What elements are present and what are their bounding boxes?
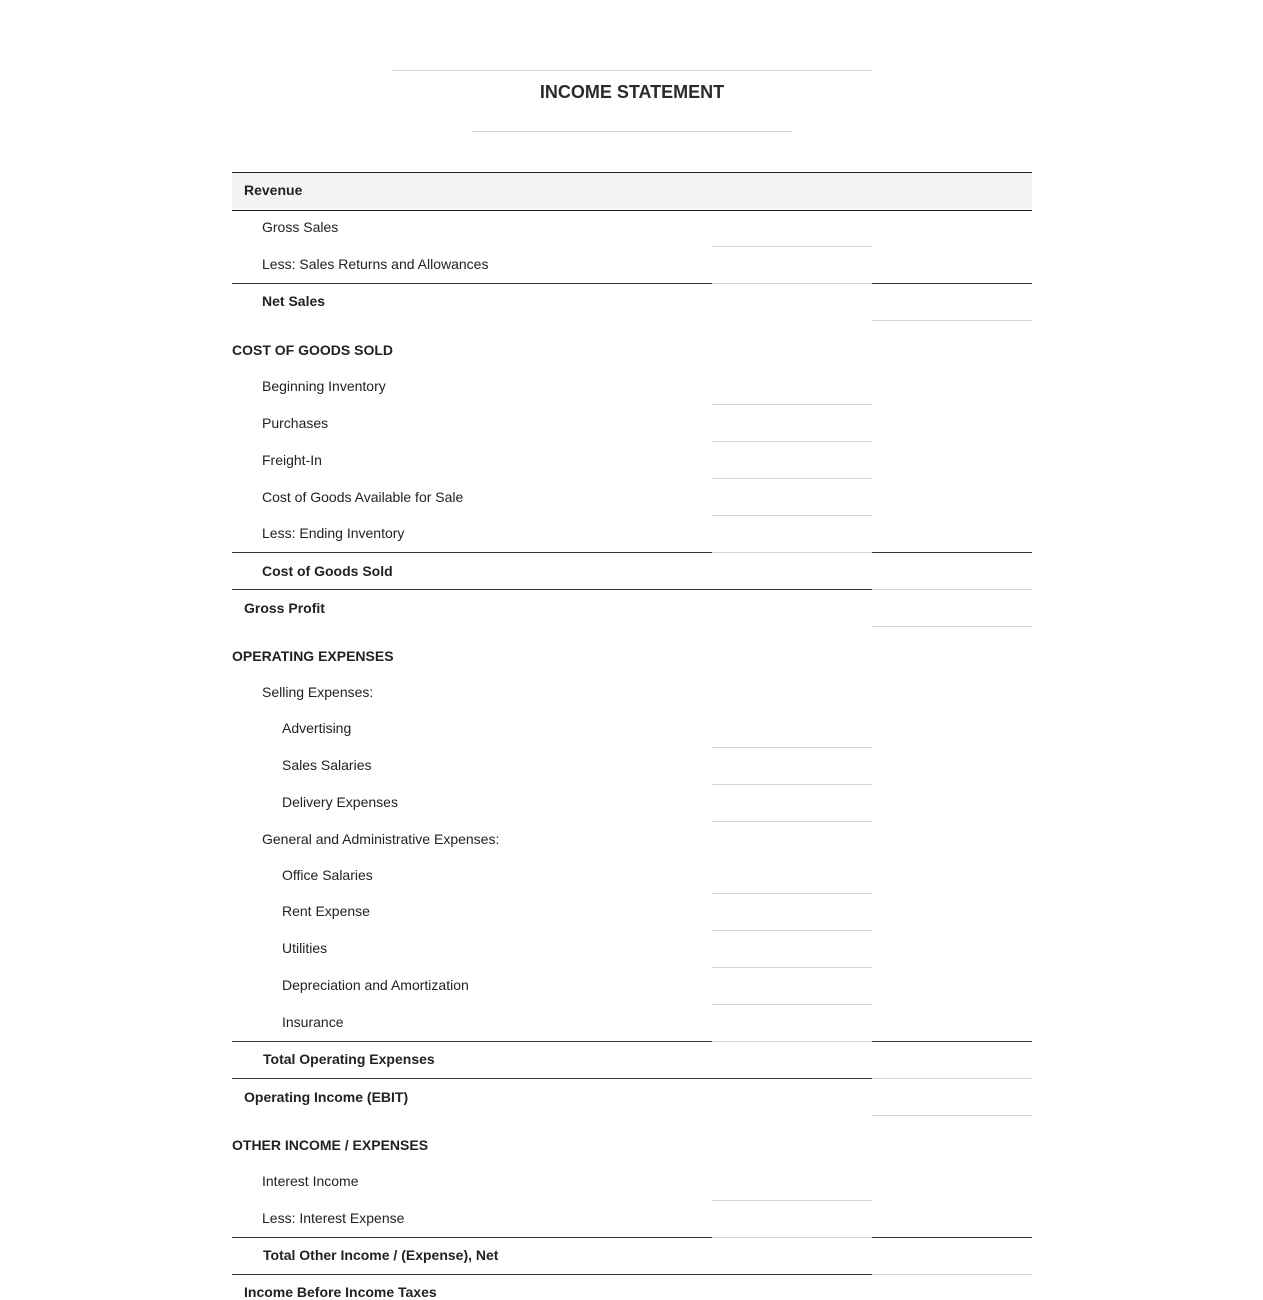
interest-expense-label: Less: Interest Expense [262, 1210, 405, 1226]
gross-profit-label: Gross Profit [244, 600, 325, 616]
delivery-expenses-label: Delivery Expenses [282, 794, 398, 810]
page-title: INCOME STATEMENT [539, 82, 725, 102]
advertising-field[interactable] [712, 747, 872, 748]
goods-available-label: Cost of Goods Available for Sale [262, 489, 464, 505]
opex-header: OPERATING EXPENSES [232, 648, 394, 664]
utilities-label: Utilities [282, 940, 328, 956]
insurance-field[interactable] [712, 1041, 872, 1042]
other-total-field[interactable] [872, 1274, 1032, 1275]
rent-expense-label: Rent Expense [282, 903, 370, 919]
ga-expenses-label: General and Administrative Expenses: [262, 831, 500, 847]
beginning-inventory-field[interactable] [712, 404, 872, 405]
purchases-label: Purchases [262, 415, 329, 431]
advertising-label: Advertising [282, 720, 352, 736]
gross-sales-field[interactable] [712, 246, 872, 247]
operating-income-label: Operating Income (EBIT) [244, 1089, 409, 1105]
rule-before-opex-total-right [872, 1041, 1032, 1042]
revenue-header: Revenue [244, 182, 303, 198]
rent-expense-field[interactable] [712, 930, 872, 931]
delivery-expenses-field[interactable] [712, 821, 872, 822]
net-sales-label: Net Sales [262, 293, 326, 309]
gross-profit-field[interactable] [872, 626, 1032, 627]
office-salaries-field[interactable] [712, 893, 872, 894]
freight-in-field[interactable] [712, 478, 872, 479]
rule-before-cogs-right [872, 552, 1032, 553]
rule-before-operating-income [232, 1078, 872, 1079]
cogs-total-field[interactable] [872, 589, 1032, 590]
interest-expense-field[interactable] [712, 1237, 872, 1238]
depreciation-field[interactable] [712, 1004, 872, 1005]
interest-income-field[interactable] [712, 1200, 872, 1201]
other-header: OTHER INCOME / EXPENSES [232, 1137, 429, 1153]
goods-available-field[interactable] [712, 515, 872, 516]
cogs-header: COST OF GOODS SOLD [232, 342, 394, 358]
title-rule-top [392, 70, 872, 71]
operating-income-field[interactable] [872, 1115, 1032, 1116]
selling-expenses-label: Selling Expenses: [262, 684, 374, 700]
sales-returns-label: Less: Sales Returns and Allowances [262, 256, 489, 272]
other-total-label: Total Other Income / (Expense), Net [263, 1247, 499, 1263]
opex-total-field[interactable] [872, 1078, 1032, 1079]
net-sales-field[interactable] [872, 320, 1032, 321]
beginning-inventory-label: Beginning Inventory [262, 378, 386, 394]
rule-before-opex-total-left [232, 1041, 712, 1042]
interest-income-label: Interest Income [262, 1173, 359, 1189]
office-salaries-label: Office Salaries [282, 867, 373, 883]
freight-in-label: Freight-In [262, 452, 322, 468]
ending-inventory-field[interactable] [712, 552, 872, 553]
rule-before-income-before-taxes [232, 1274, 872, 1275]
rule-before-net-sales-left [232, 283, 712, 284]
gross-sales-label: Gross Sales [262, 219, 339, 235]
sales-returns-field[interactable] [712, 283, 872, 284]
revenue-header-band [232, 172, 1032, 211]
title-rule-bottom [472, 131, 792, 132]
rule-before-other-total-right [872, 1237, 1032, 1238]
utilities-field[interactable] [712, 967, 872, 968]
rule-before-gross-profit [232, 589, 872, 590]
cogs-total-label: Cost of Goods Sold [262, 563, 393, 579]
sales-salaries-field[interactable] [712, 784, 872, 785]
purchases-field[interactable] [712, 441, 872, 442]
rule-before-other-total-left [232, 1237, 712, 1238]
opex-total-label: Total Operating Expenses [263, 1051, 435, 1067]
income-before-taxes-label: Income Before Income Taxes [244, 1284, 437, 1300]
depreciation-label: Depreciation and Amortization [282, 977, 469, 993]
insurance-label: Insurance [282, 1014, 344, 1030]
rule-before-cogs-left [232, 552, 712, 553]
rule-before-net-sales-right [872, 283, 1032, 284]
sales-salaries-label: Sales Salaries [282, 757, 372, 773]
ending-inventory-label: Less: Ending Inventory [262, 525, 405, 541]
